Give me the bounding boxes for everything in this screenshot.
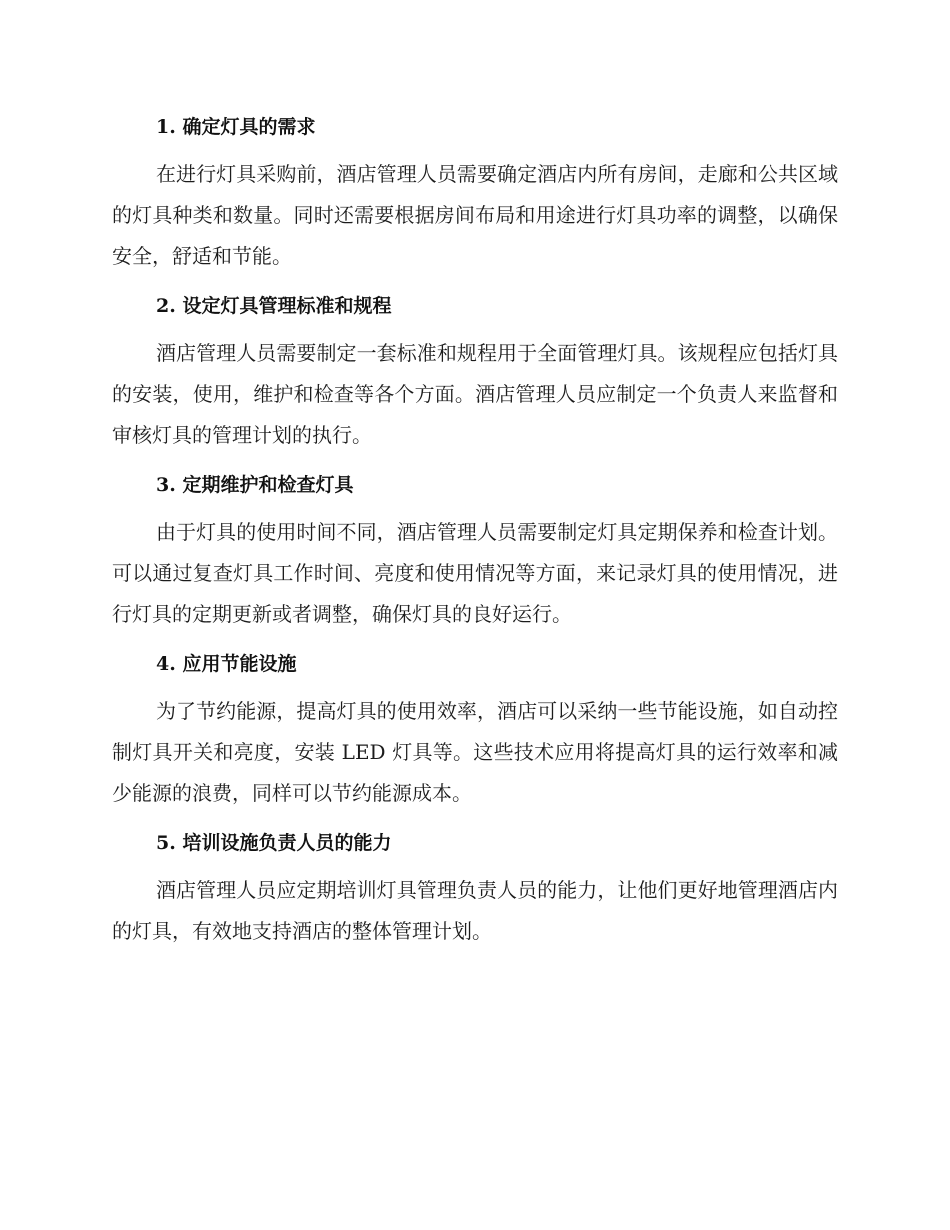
section-2 <box>112 289 838 456</box>
section-paragraph: 为了节约能源，提高灯具的使用效率，酒店可以采纳一些节能设施，如自动控制灯具开关和亮度，安装 LED 灯具等。这些技术应用将提高灯具的运行效率和减少能源的浪费，同样可以节约能源成本。 <box>112 699 838 805</box>
section-heading: 4. 应用节能设施 <box>156 653 297 675</box>
section-paragraph: 由于灯具的使用时间不同，酒店管理人员需要制定灯具定期保养和检查计划。可以通过复查灯具工作时间、亮度和使用情况等方面，来记录灯具的使用情况，进行灯具的定期更新或者调整，确保灯具的良好运行。 <box>112 520 838 626</box>
section-1 <box>112 110 838 277</box>
section-heading: 3. 定期维护和检查灯具 <box>156 474 354 496</box>
section-4 <box>112 647 838 814</box>
section-3 <box>112 468 838 635</box>
section-paragraph: 酒店管理人员应定期培训灯具管理负责人员的能力，让他们更好地管理酒店内的灯具，有效地支持酒店的整体管理计划。 <box>112 878 838 943</box>
section-paragraph: 酒店管理人员需要制定一套标准和规程用于全面管理灯具。该规程应包括灯具的安装，使用，维护和检查等各个方面。酒店管理人员应制定一个负责人来监督和审核灯具的管理计划的执行。 <box>112 341 838 447</box>
section-heading: 1. 确定灯具的需求 <box>156 116 316 138</box>
section-heading: 5. 培训设施负责人员的能力 <box>156 832 392 854</box>
document-body <box>112 110 838 964</box>
section-5 <box>112 826 838 952</box>
section-paragraph: 在进行灯具采购前，酒店管理人员需要确定酒店内所有房间，走廊和公共区域的灯具种类和数量。同时还需要根据房间布局和用途进行灯具功率的调整，以确保安全，舒适和节能。 <box>112 162 838 268</box>
section-heading: 2. 设定灯具管理标准和规程 <box>156 295 392 317</box>
